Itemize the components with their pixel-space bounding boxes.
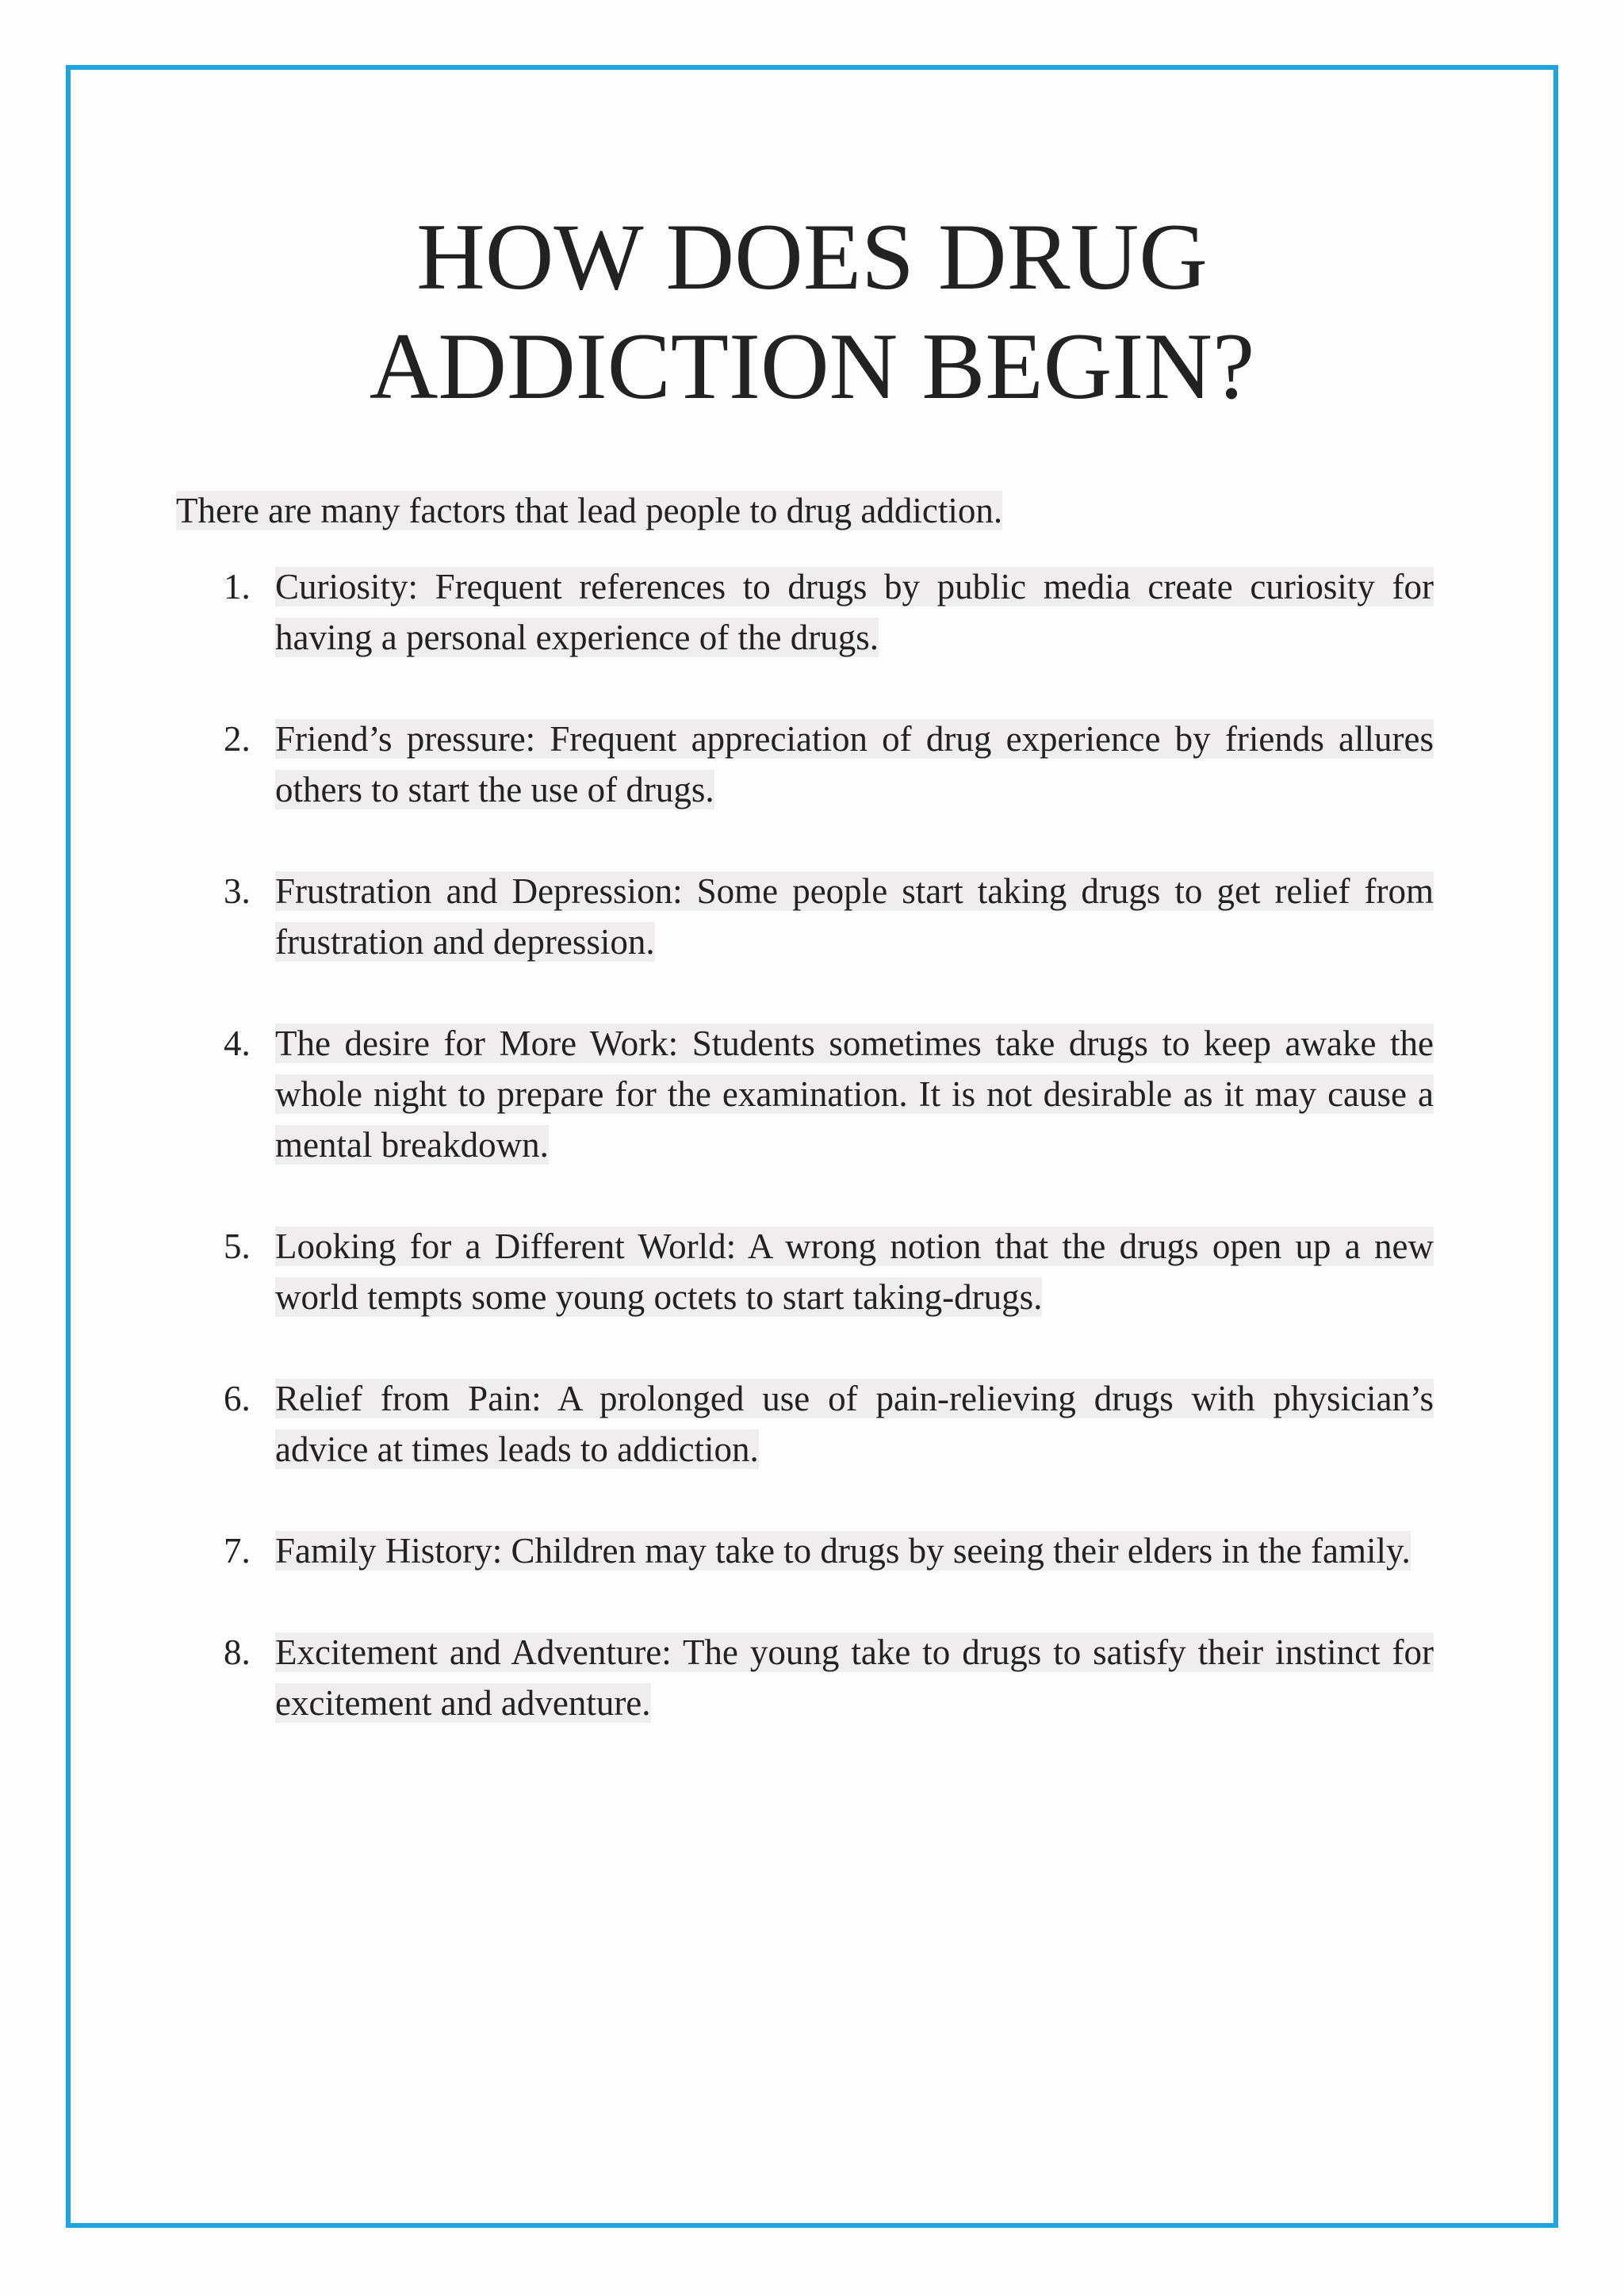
intro-paragraph xyxy=(176,485,1002,536)
list-item-number: 1. xyxy=(224,567,251,607)
list-item-number: 3. xyxy=(224,871,251,911)
list-item-text: Relief from Pain: A prolonged use of pain-relieving drugs with physician’s advice at times leads to addiction. xyxy=(275,1379,1434,1469)
list-item-text: The desire for More Work: Students sometimes take drugs to keep awake the whole night to prepare for the examination. It is not desirable as it may cause a mental breakdown. xyxy=(275,1024,1434,1165)
list-item xyxy=(176,1627,1434,1728)
list-item-number: 7. xyxy=(224,1531,251,1571)
page-title xyxy=(0,202,1624,421)
list-item xyxy=(176,1018,1434,1170)
list-item-number: 6. xyxy=(224,1379,251,1418)
list-item-text: Curiosity: Frequent references to drugs by public media create curiosity for having a personal experience of the drugs. xyxy=(275,567,1434,657)
intro-text: There are many factors that lead people to drug addiction. xyxy=(176,491,1003,530)
list-item-text: Looking for a Different World: A wrong notion that the drugs open up a new world tempts some young octets to start taking-drugs. xyxy=(275,1226,1434,1317)
list-item-number: 8. xyxy=(224,1632,251,1672)
list-item xyxy=(176,1221,1434,1322)
title-line-1: HOW DOES DRUG xyxy=(416,204,1208,309)
list-item xyxy=(176,1373,1434,1475)
title-line-2: ADDICTION BEGIN? xyxy=(369,313,1255,419)
list-item-text: Family History: Children may take to drugs by seeing their elders in the family. xyxy=(275,1531,1411,1571)
list-item-text: Frustration and Depression: Some people start taking drugs to get relief from frustration and depression. xyxy=(275,871,1434,962)
list-item xyxy=(176,1525,1434,1576)
list-item-number: 2. xyxy=(224,719,251,759)
list-item xyxy=(176,866,1434,967)
list-item-number: 5. xyxy=(224,1226,251,1266)
list-item-text: Friend’s pressure: Frequent appreciation of drug experience by friends allures others to start the use of drugs. xyxy=(275,719,1434,809)
factor-list xyxy=(176,561,1434,1779)
list-item xyxy=(176,714,1434,815)
list-item-number: 4. xyxy=(224,1024,251,1063)
list-item-text: Excitement and Adventure: The young take to drugs to satisfy their instinct for excitement and adventure. xyxy=(275,1632,1434,1723)
list-item xyxy=(176,561,1434,663)
